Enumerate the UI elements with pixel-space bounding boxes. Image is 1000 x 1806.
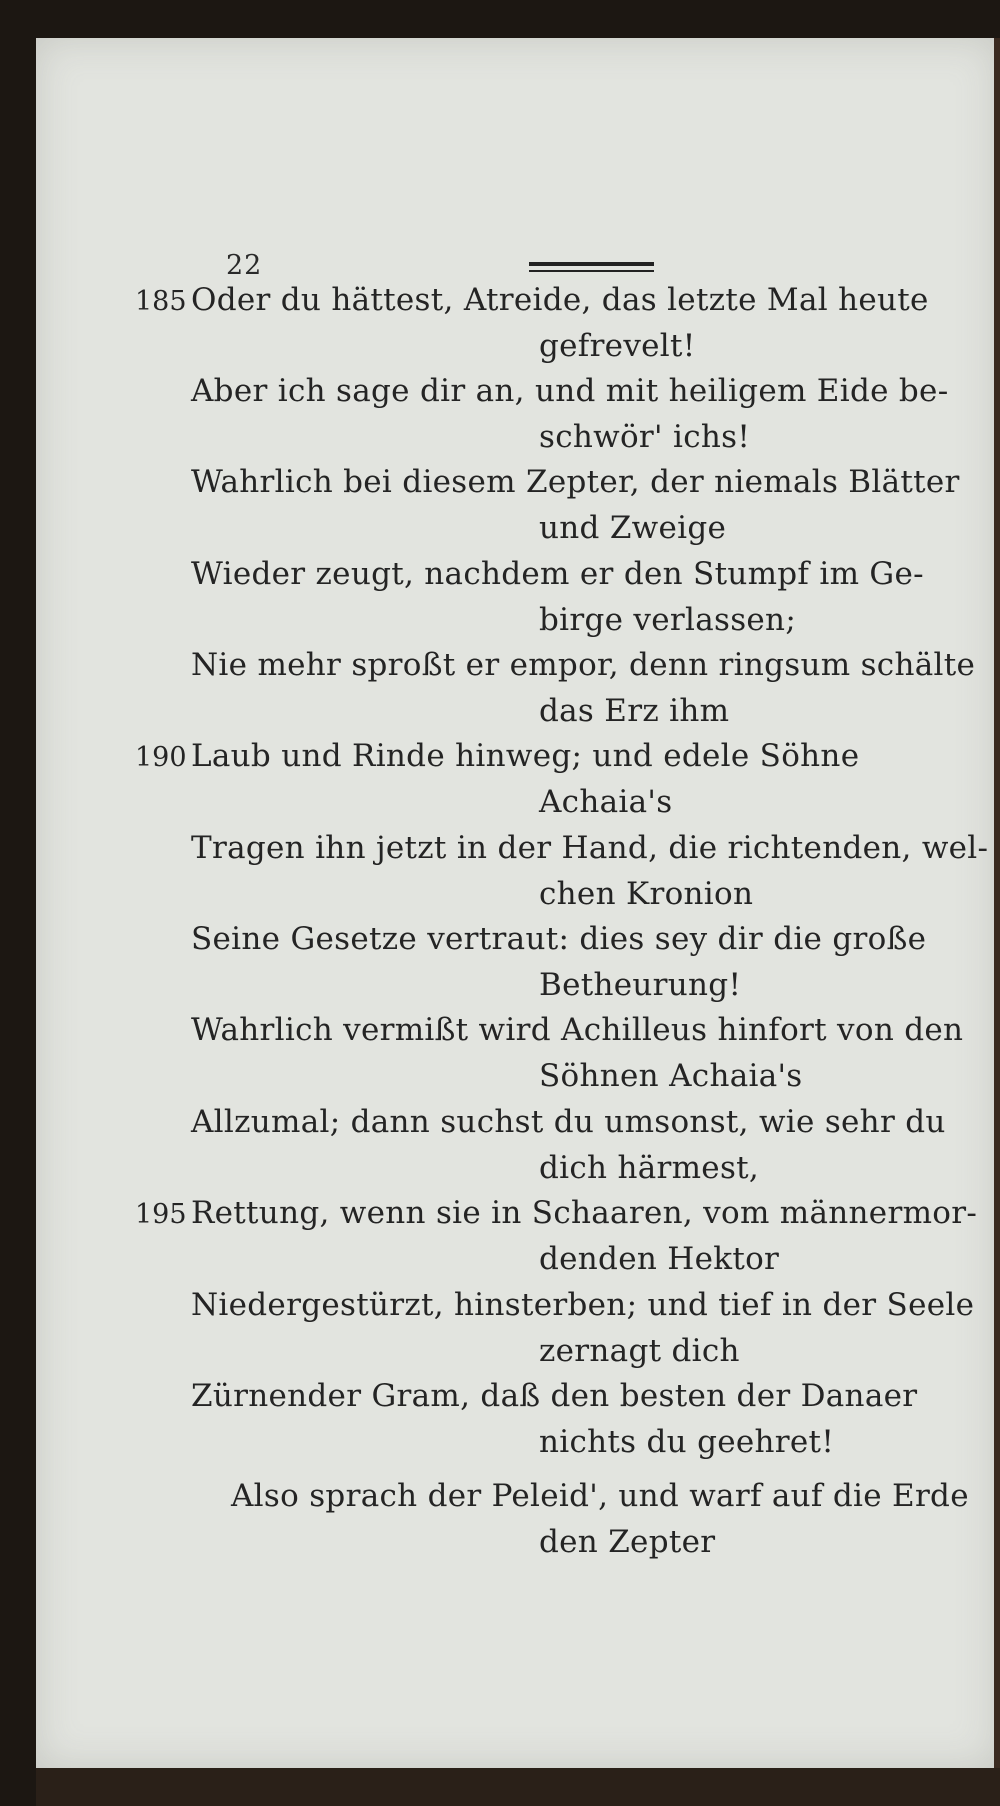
verse-line: Wahrlich vermißt wird Achilleus hinfort von den: [191, 1012, 964, 1048]
verse-line: Aber ich sage dir an, und mit heiligem Eide be-: [191, 373, 949, 409]
book-bottom-edge: [36, 1768, 1000, 1806]
verse-continuation: das Erz ihm: [539, 693, 730, 729]
verse-continuation: dich härmest,: [539, 1150, 760, 1186]
verse-continuation: denden Hektor: [539, 1241, 780, 1277]
verse-line: Tragen ihn jetzt in der Hand, die richtenden, wel-: [191, 830, 989, 866]
verse-continuation: chen Kronion: [539, 876, 754, 912]
verse-continuation: Achaia's: [539, 784, 673, 820]
page-number: 22: [226, 250, 263, 281]
verse-line: Seine Gesetze vertraut: dies sey dir die große: [191, 921, 927, 957]
verse-continuation: den Zepter: [539, 1524, 716, 1560]
verse-number: 185: [135, 286, 187, 317]
verse-line: Nie mehr sproßt er empor, denn ringsum schälte: [191, 647, 976, 683]
verse-line: Wieder zeugt, nachdem er den Stumpf im Ge-: [191, 556, 924, 592]
verse-line: Oder du hättest, Atreide, das letzte Mal heute: [191, 282, 929, 318]
verse-line: Zürnender Gram, daß den besten der Danaer: [191, 1378, 918, 1414]
header-rule: [529, 262, 654, 274]
verse-continuation: und Zweige: [539, 510, 727, 546]
verse-line: Also sprach der Peleid', und warf auf die Erde: [231, 1478, 969, 1514]
verse-line: Niedergestürzt, hinsterben; und tief in der Seele: [191, 1287, 975, 1323]
verse-line: Rettung, wenn sie in Schaaren, vom männermor-: [191, 1195, 978, 1231]
verse-continuation: Betheurung!: [539, 967, 742, 1003]
verse-line: Laub und Rinde hinweg; und edele Söhne: [191, 738, 860, 774]
verse-continuation: Söhnen Achaia's: [539, 1058, 803, 1094]
verse-continuation: nichts du geehret!: [539, 1424, 835, 1460]
book-page: [36, 38, 997, 1768]
verse-continuation: gefrevelt!: [539, 328, 696, 364]
verse-continuation: zernagt dich: [539, 1333, 740, 1369]
verse-number: 195: [135, 1199, 187, 1230]
verse-line: Wahrlich bei diesem Zepter, der niemals Blätter: [191, 464, 960, 500]
verse-continuation: schwör' ichs!: [539, 419, 751, 455]
verse-number: 190: [135, 742, 187, 773]
verse-continuation: birge verlassen;: [539, 602, 797, 638]
verse-line: Allzumal; dann suchst du umsonst, wie sehr du: [191, 1104, 946, 1140]
spine-edge: [994, 38, 1000, 1768]
